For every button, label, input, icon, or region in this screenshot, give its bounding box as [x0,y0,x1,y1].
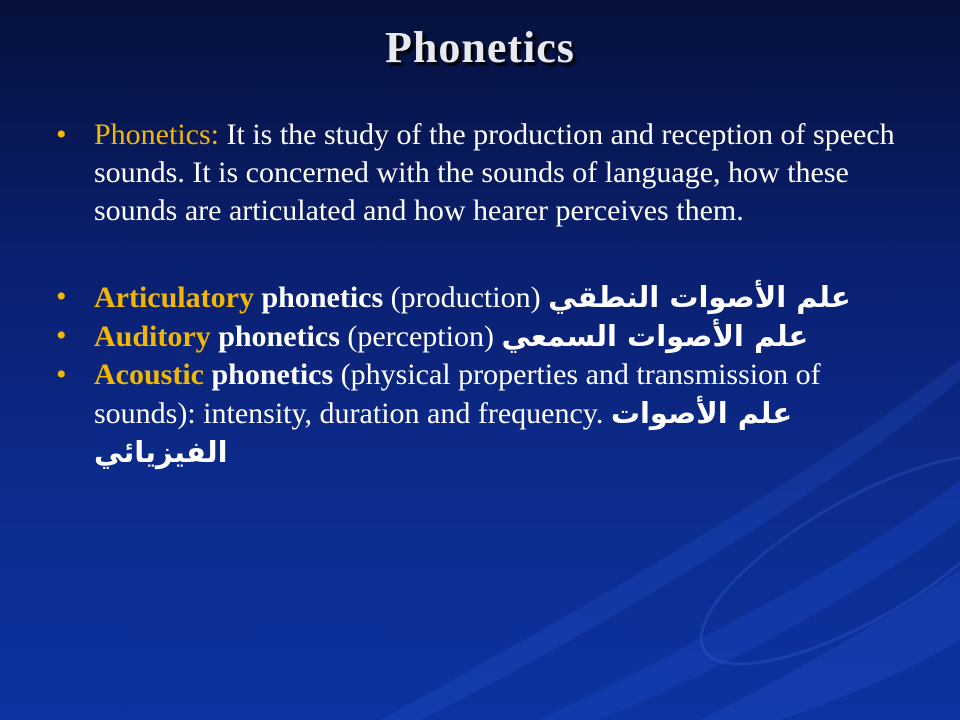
slide-body [56,116,916,472]
bullet-item-definition [56,116,916,230]
bullet-icon: • [56,118,67,151]
bullet-item-articulatory [56,278,916,317]
auditory-arabic: علم الأصوات السمعي [501,319,809,353]
auditory-keyword: Auditory [94,320,211,353]
acoustic-arabic: علم الأصوات الفيزيائي [94,396,793,469]
bullet-item-acoustic [56,356,916,472]
auditory-label: phonetics [218,320,340,353]
bullet-icon: • [56,319,67,352]
acoustic-keyword: Acoustic [94,358,204,391]
acoustic-paren: (physical properties and transmission of sounds): intensity, duration and frequency. [94,358,821,430]
definition-term: Phonetics: [94,118,219,151]
slide-title: Phonetics [385,23,575,72]
acoustic-label: phonetics [211,358,334,391]
definition-text: It is the study of the production and reception of speech sounds. It is concerned with the sounds of language, how these sounds are articulated and how hearer perceives them. [94,118,895,227]
articulatory-arabic: علم الأصوات النطقي [548,280,851,314]
auditory-paren: (perception) [347,320,494,353]
articulatory-label: phonetics [261,281,384,314]
bullet-icon: • [56,280,67,313]
articulatory-keyword: Articulatory [94,281,254,314]
bullet-icon: • [56,358,67,391]
articulatory-paren: (production) [390,281,541,314]
bullet-item-auditory [56,317,916,356]
